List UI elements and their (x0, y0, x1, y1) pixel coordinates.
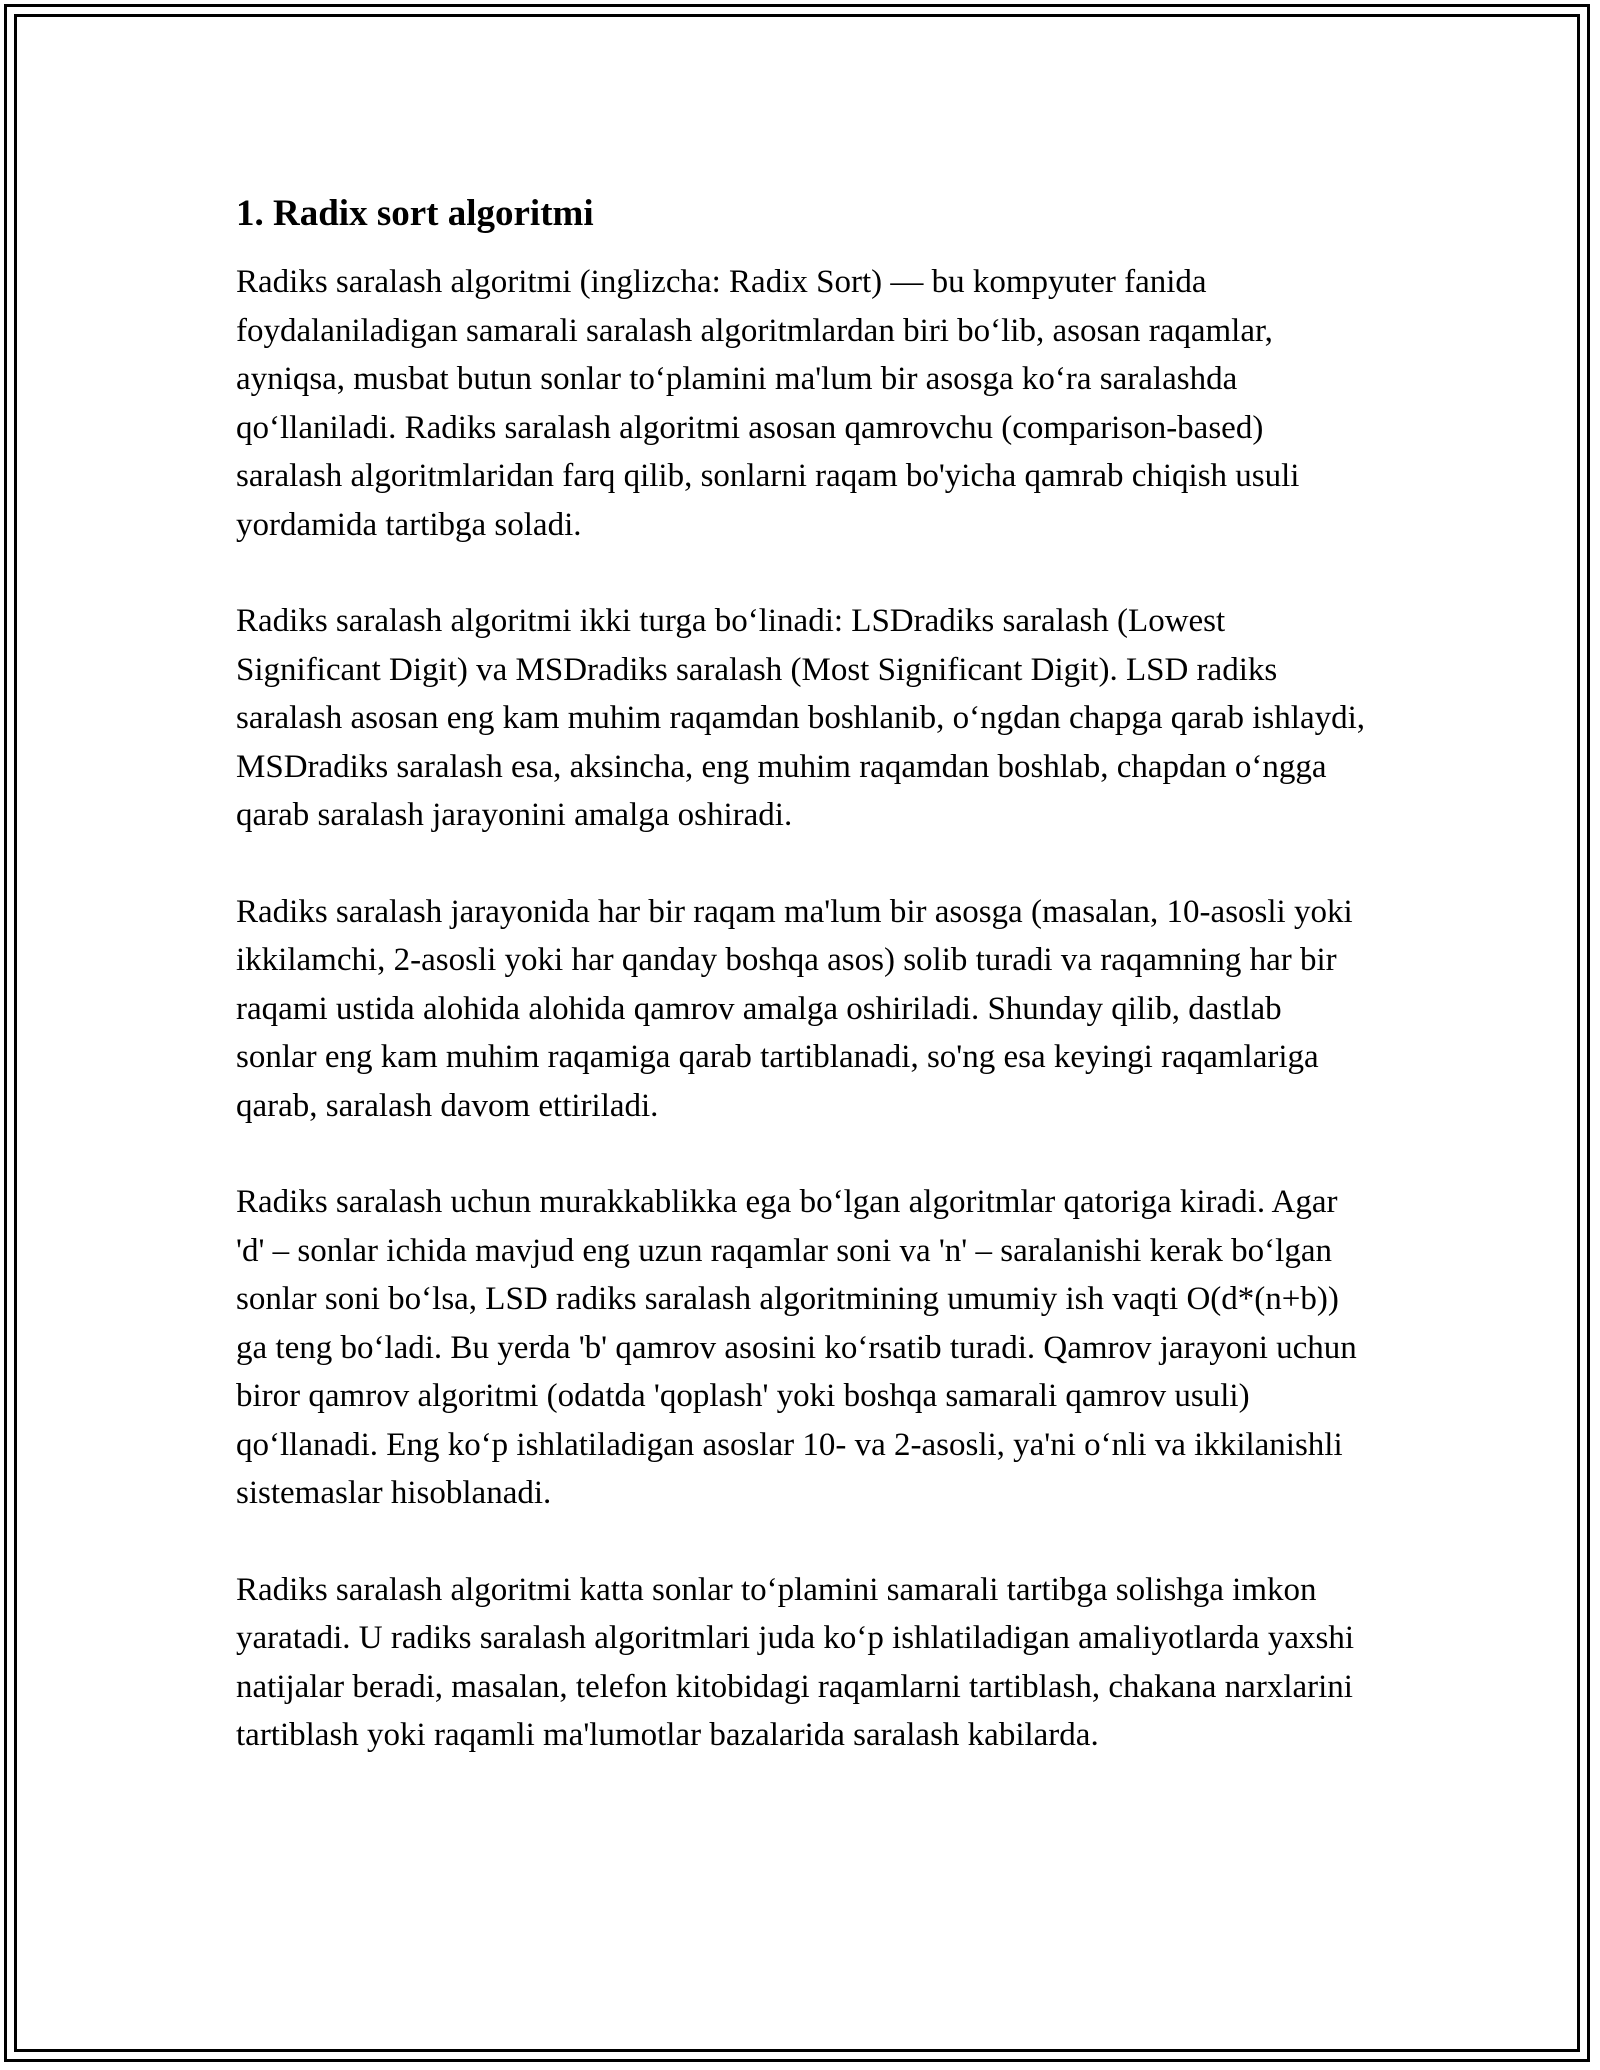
paragraph-types: Radiks saralash algoritmi ikki turga bo‘linadi: LSDradiks saralash (Lowest Significant Digit) va MSDradiks saralash (Most Significant Digit). LSD radiks saralash asosan eng kam muhim raqamdan boshlanib, o‘ngdan chapga qarab ishlaydi, MSDradiks saralash esa, aksincha, eng muhim raqamdan boshlab, chapdan o‘ngga qarab saralash jarayonini amalga oshiradi. (236, 603, 1366, 833)
document-body (236, 188, 1366, 1808)
paragraph-definition: Radiks saralash algoritmi (inglizcha: Radix Sort) — bu kompyuter fanida foydalaniladigan samarali saralash algoritmlardan biri bo‘lib, asosan raqamlar, ayniqsa, musbat butun sonlar to‘plamini ma'lum bir asosga ko‘ra saralashda qo‘llaniladi. Radiks saralash algoritmi asosan qamrovchu (comparison-based) saralash algoritmlaridan farq qilib, sonlarni raqam bo'yicha qamrab chiqish usuli yordamida tartibga soladi. (236, 264, 1300, 543)
section-heading: 1. Radix sort algoritmi (236, 193, 594, 234)
paragraph-applications: Radiks saralash algoritmi katta sonlar to‘plamini samarali tartibga solishga imkon yaratadi. U radiks saralash algoritmlari juda ko‘p ishlatiladigan amaliyotlarda yaxshi natijalar beradi, masalan, telefon kitobidagi raqamlarni tartiblash, chakana narxlarini tartiblash yoki raqamli ma'lumotlar bazalarida saralash kabilarda. (236, 1571, 1354, 1753)
paragraph-process: Radiks saralash jarayonida har bir raqam ma'lum bir asosga (masalan, 10-asosli yoki ikkilamchi, 2-asosli yoki har qanday boshqa asos) solib turadi va raqamning har bir raqami ustida alohida alohida qamrov amalga oshiriladi. Shunday qilib, dastlab sonlar eng kam muhim raqamiga qarab tartiblanadi, so'ng esa keyingi raqamlariga qarab, saralash davom ettiriladi. (236, 893, 1353, 1124)
paragraph-complexity: Radiks saralash uchun murakkablikka ega bo‘lgan algoritmlar qatoriga kiradi. Agar 'd' – sonlar ichida mavjud eng uzun raqamlar soni va 'n' – saralanishi kerak bo‘lgan sonlar soni bo‘lsa, LSD radiks saralash algoritmining umumiy ish vaqti O(d*(n+b)) ga teng bo‘ladi. Bu yerda 'b' qamrov asosini ko‘rsatib turadi. Qamrov jarayoni uchun biror qamrov algoritmi (odatda 'qoplash' yoki boshqa samarali qamrov usuli) qo‘llanadi. Eng ko‘p ishlatiladigan asoslar 10- va 2-asosli, ya'ni o‘nli va ikkilanishli sistemaslar hisoblanadi. (236, 1184, 1357, 1511)
